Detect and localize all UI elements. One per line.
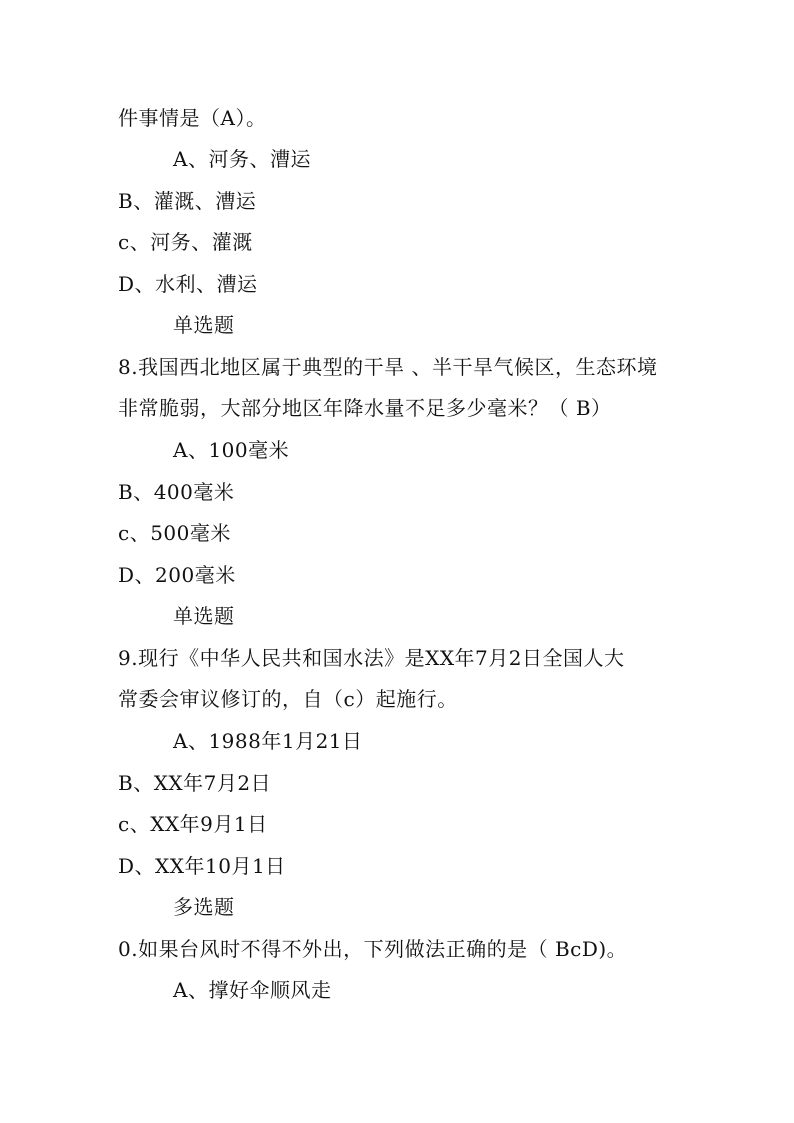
- question-text-continuation: 件事情是（A）。: [118, 106, 267, 130]
- question-8-text: 8.我国西北地区属于典型的干旱 、半干旱气候区，生态环境: [118, 355, 658, 379]
- option-d: D、XX年10月1日: [118, 854, 286, 878]
- option-c: c、500毫米: [118, 521, 231, 545]
- option-a: A、1988年1月21日: [173, 729, 363, 753]
- option-b: B、400毫米: [118, 480, 235, 504]
- question-type-label: 多选题: [173, 895, 235, 919]
- question-8-text-cont: 非常脆弱，大部分地区年降水量不足多少毫米？（ B）: [118, 396, 612, 420]
- question-9-text-cont: 常委会审议修订的，自（c）起施行。: [118, 687, 458, 711]
- question-9-text: 9.现行《中华人民共和国水法》是XX年7月2日全国人大: [118, 646, 625, 670]
- question-type-label: 单选题: [173, 313, 235, 337]
- option-c: c、河务、灌溉: [118, 230, 253, 254]
- option-d: D、200毫米: [118, 563, 236, 587]
- option-a: A、河务、漕运: [173, 147, 311, 171]
- option-d: D、水利、漕运: [118, 272, 258, 296]
- question-10-text: 0.如果台风时不得不外出，下列做法正确的是（ BcD)。: [118, 937, 628, 961]
- option-b: B、XX年7月2日: [118, 771, 272, 795]
- option-a: A、100毫米: [173, 438, 290, 462]
- question-type-label: 单选题: [173, 604, 235, 628]
- option-c: c、XX年9月1日: [118, 812, 268, 836]
- option-a: A、撑好伞顺风走: [173, 978, 332, 1002]
- option-b: B、灌溉、漕运: [118, 189, 257, 213]
